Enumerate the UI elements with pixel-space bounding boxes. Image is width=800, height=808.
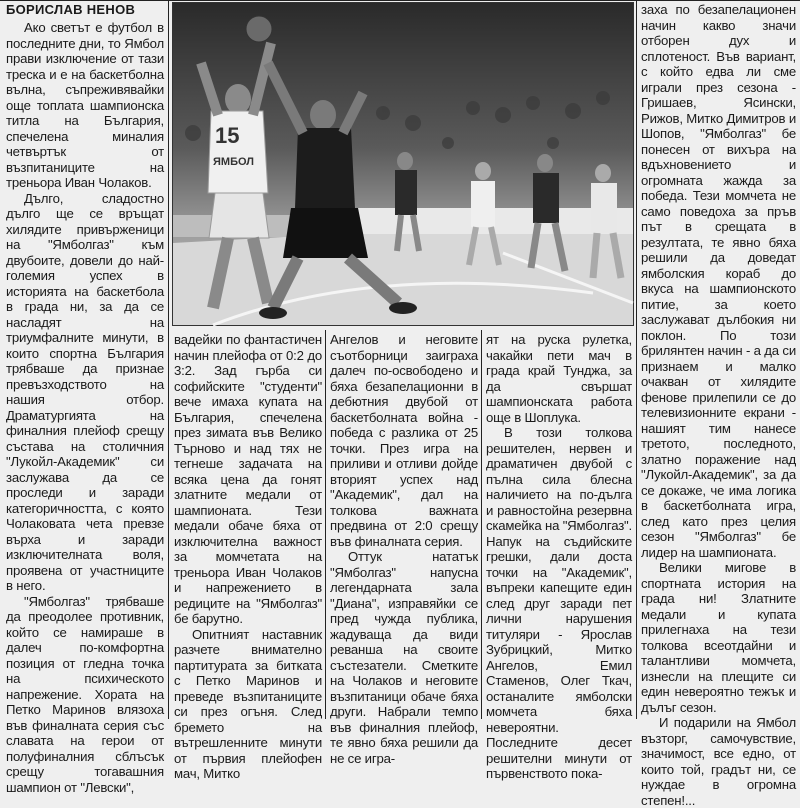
basketball-photo xyxy=(172,2,634,326)
paragraph: Ангелов и неговите съотборници заиграха далеч по-освободено и бяха безапелационни в дебютния двубой от баскетболната война - победа с разлика от 25 точки. През игра на приливи и отливи дойде вторият успех над "Академик", дал на толкова важната предвина от 2:0 срещу във финалната серия. xyxy=(330,332,478,549)
article-column-5 xyxy=(641,2,796,808)
paragraph: Велики мигове в спортната история на града ни! Златните медали и купата прилегнаха на тези толкова всеотдайни и талантливи момчета, изнесли на плещите си един невероятно тежък и дълъг сезон. xyxy=(641,560,796,715)
column-rule xyxy=(168,0,169,719)
paragraph: Ако светът е футбол в последните дни, то Ямбол прави изключение от тази треска и е на баскетболна вълна, съпреживявайки още топлата шампионска титла на България, спечелена миналия четвъртък от възпитаниците на треньора Иван Чолаков. xyxy=(6,20,164,190)
top-rule xyxy=(0,0,800,1)
basketball-icon xyxy=(246,16,272,42)
photo-graphic xyxy=(173,3,633,325)
column-rule xyxy=(481,330,482,719)
article-column-2 xyxy=(174,332,322,781)
paragraph: "Ямболгаз" трябваше да преодолее противник, който се намираше в далеч по-комфортна позиция от гледна точка на психическото напрежение. Хората на Петко Маринов влязоха във финалната серия със славата на герои от полуфиналния сблъсък срещу тогавашния шампион от "Левски", xyxy=(6,593,164,795)
svg-text:ЯМБОЛ: ЯМБОЛ xyxy=(213,156,254,168)
column-rule xyxy=(325,330,326,719)
column-rule xyxy=(636,0,637,719)
paragraph: вадейки по фантастичен начин плейофа от 0:2 до 3:2. Зад гърба си софийските "студенти" вече имаха купата на България, спечелена през зимата във Велико Търново и над тях не тегнеше задачата на всяка цена да гонят златните медали от шампионата. Тези медали обаче бяха от изключителна важност за момчетата на треньора Иван Чолаков и напрежението в редиците на "Ямболгаз" бе барутно. xyxy=(174,332,322,626)
paragraph: Опитният наставник разчете внимателно партитурата за битката с Петко Маринов и преведе възпитаниците си през огъня. След бремето на вътрешленните минути от първия плейофен мач, Митко xyxy=(174,626,322,781)
paragraph: Дълго, сладостно дълго ще се връщат хилядите привърженици на "Ямболгаз" към двубоите, довели до най-големия успех в историята на баскетбола в града ни, за да се насладят на триумфалните минути, в които спортна България трябваше да признае превъзходството на нашия отбор. Драматургията на финалния плейоф срещу състава на столичния "Лукойл-Академик" си заслужава да се проследи и заради категоричността, с която Чолаковата чета превзе върха и заради изключителната воля, проявена от участниците в него. xyxy=(6,190,164,593)
article-column-1 xyxy=(6,20,164,795)
paragraph: В този толкова решителен, нервен и драматичен двубой с пълна сила блесна наличието на по-дълга и равностойна резервна скамейка на "Ямболгаз". Напук на съдийските грешки, дали доста точки на "Академик", въпреки капещите един след друг заради пет лични нарушения титуляри - Ярослав Зубрицкий, Митко Ангелов, Емил Стаменов, Олег Ткач, останалите ямболски момчета бяха невероятни. Последните десет решителни минути от първенството пока- xyxy=(486,425,633,781)
article-column-3 xyxy=(330,332,478,766)
paragraph: заха по безапелационен начин какво значи отборен дух и сплотеност. Във вариант, с който едва ли сме играли през сезона - Гришаев, Ясински, Рижов, Митко Димитров и Шопов, "Ямболгаз" бе понесен от вихъра на вдъхновението и огромната жажда за победа. Тези момчета не само поведоха за пръв път в срещата в резултата, те явно бяха решили да доведат ямболския кораб до вкуса на шампионското питие, за което заслужават дълбокия ни поклон. По този брилянтен начин - а да си признаем и малко очакван от хилядите феновe прилепили се до телевизионните екрани - нашият тим нанесе третото, последното, златно поражение над "Лукойл-Академик", за да се докаже, че има логика в баскетболната игра, след като през целия сезон "Ямболгаз" бе лидер на шампионата. xyxy=(641,2,796,560)
paragraph: ят на руска рулетка, чакайки пети мач в града край Тунджа, за да свършат шампионската работа още в Шоплука. xyxy=(486,332,632,425)
paragraph: И подарили на Ямбол възторг, самочувствие, значимост, все едно, от които той, градът ни, се нуждае в огромна степен!... xyxy=(641,715,796,808)
article-column-4 xyxy=(486,332,633,781)
paragraph: Оттук нататък "Ямболгаз" напусна легендарната зала "Диана", изправяйки се пред чужда публика, жадуваща да види реванша на своите състезатели. Сметките на Чолаков и неговите възпитаници обаче бяха други. Набрали темпо във финалния плейоф, те явно бяха решили да не се игра- xyxy=(330,549,478,766)
svg-text:15: 15 xyxy=(215,123,240,148)
author-byline: БОРИСЛАВ НЕНОВ xyxy=(6,2,136,17)
